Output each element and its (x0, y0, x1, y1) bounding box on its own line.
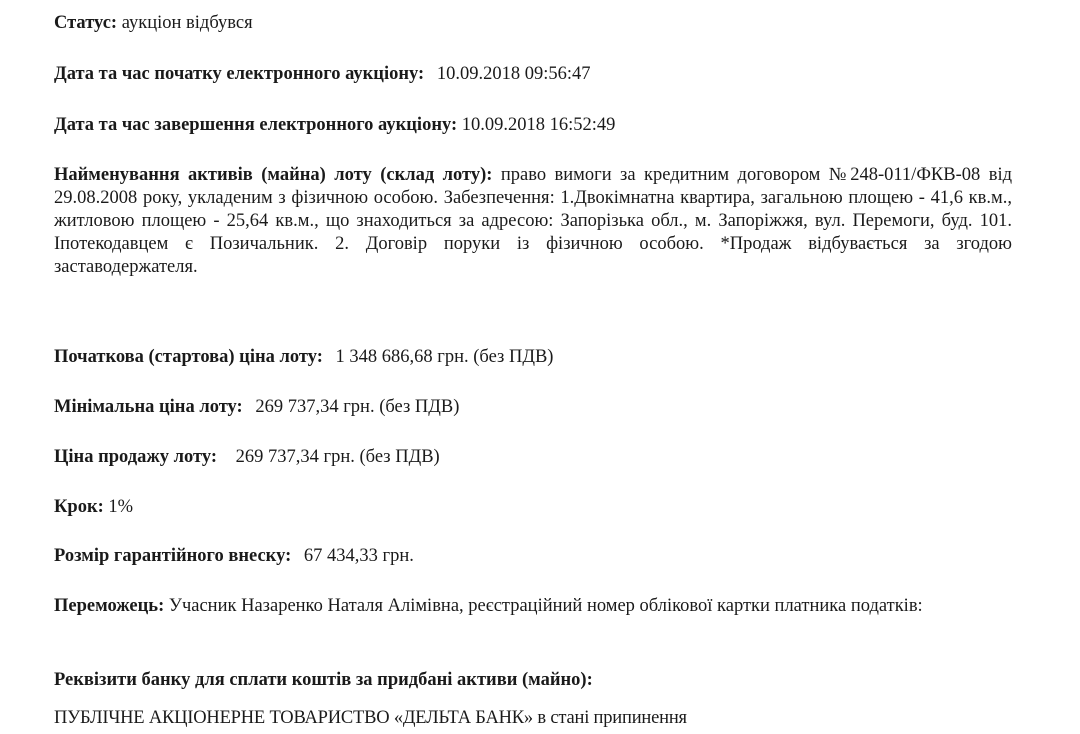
auction-start-line (54, 63, 1012, 86)
minimum-price-label: Мінімальна ціна лоту: (54, 397, 243, 417)
auction-start-value: 10.09.2018 09:56:47 (436, 64, 591, 84)
step-value: 1% (108, 497, 134, 517)
guarantee-fee-value: 67 434,33 грн. (303, 546, 414, 566)
auction-start-label: Дата та час початку електронного аукціону: (54, 64, 425, 84)
auction-end-line (54, 114, 1012, 137)
guarantee-fee-label: Розмір гарантійного внеску: (54, 546, 292, 566)
starting-price-value: 1 348 686,68 грн. (без ПДВ) (335, 347, 554, 367)
bank-name: ПУБЛІЧНЕ АКЦІОНЕРНЕ ТОВАРИСТВО «ДЕЛЬТА БАНК» в стані припинення (54, 708, 687, 728)
guarantee-fee-line (54, 545, 1012, 568)
step-label: Крок: (54, 497, 104, 517)
status-value: аукціон відбувся (121, 13, 253, 33)
winner-paragraph (54, 595, 1012, 618)
bank-details-label: Реквізити банку для сплати коштів за придбані активи (майно): (54, 670, 593, 690)
lot-assets-label: Найменування активів (майна) лоту (склад лоту): (54, 165, 493, 185)
status-line (54, 12, 1012, 35)
minimum-price-line (54, 396, 1012, 419)
minimum-price-value: 269 737,34 грн. (без ПДВ) (255, 397, 460, 417)
sale-price-label: Ціна продажу лоту: (54, 447, 218, 467)
step-line (54, 496, 1012, 519)
winner-value: Учасник Назаренко Наталя Алімівна, реєстраційний номер облікової картки платника податків: (168, 596, 923, 616)
bank-details-heading (54, 669, 1012, 692)
sale-price-value: 269 737,34 грн. (без ПДВ) (235, 447, 440, 467)
status-label: Статус: (54, 13, 118, 33)
lot-assets-paragraph (54, 164, 1012, 279)
starting-price-line (54, 346, 1012, 369)
lot-assets-value: право вимоги за кредитним договором №248-011/ФКВ-08 від 29.08.2008 року, укладеним з фізичною особою. Забезпечення: 1.Двокімнатна квартира, загальною площею - 41,6 кв.м., житловою площею - 25,64 кв.м., що знаходиться за адресою: Запорізька обл., м. Запоріжжя, вул. Перемоги, буд. 101. Іпотекодавцем є Позичальник. 2. Договір поруки із фізичною особою. *Продаж відбувається за згодою заставодержателя. (54, 165, 1012, 277)
auction-end-value: 10.09.2018 16:52:49 (461, 115, 616, 135)
starting-price-label: Початкова (стартова) ціна лоту: (54, 347, 323, 367)
winner-label: Переможець: (54, 596, 165, 616)
sale-price-line (54, 446, 1012, 469)
auction-end-label: Дата та час завершення електронного аукціону: (54, 115, 458, 135)
